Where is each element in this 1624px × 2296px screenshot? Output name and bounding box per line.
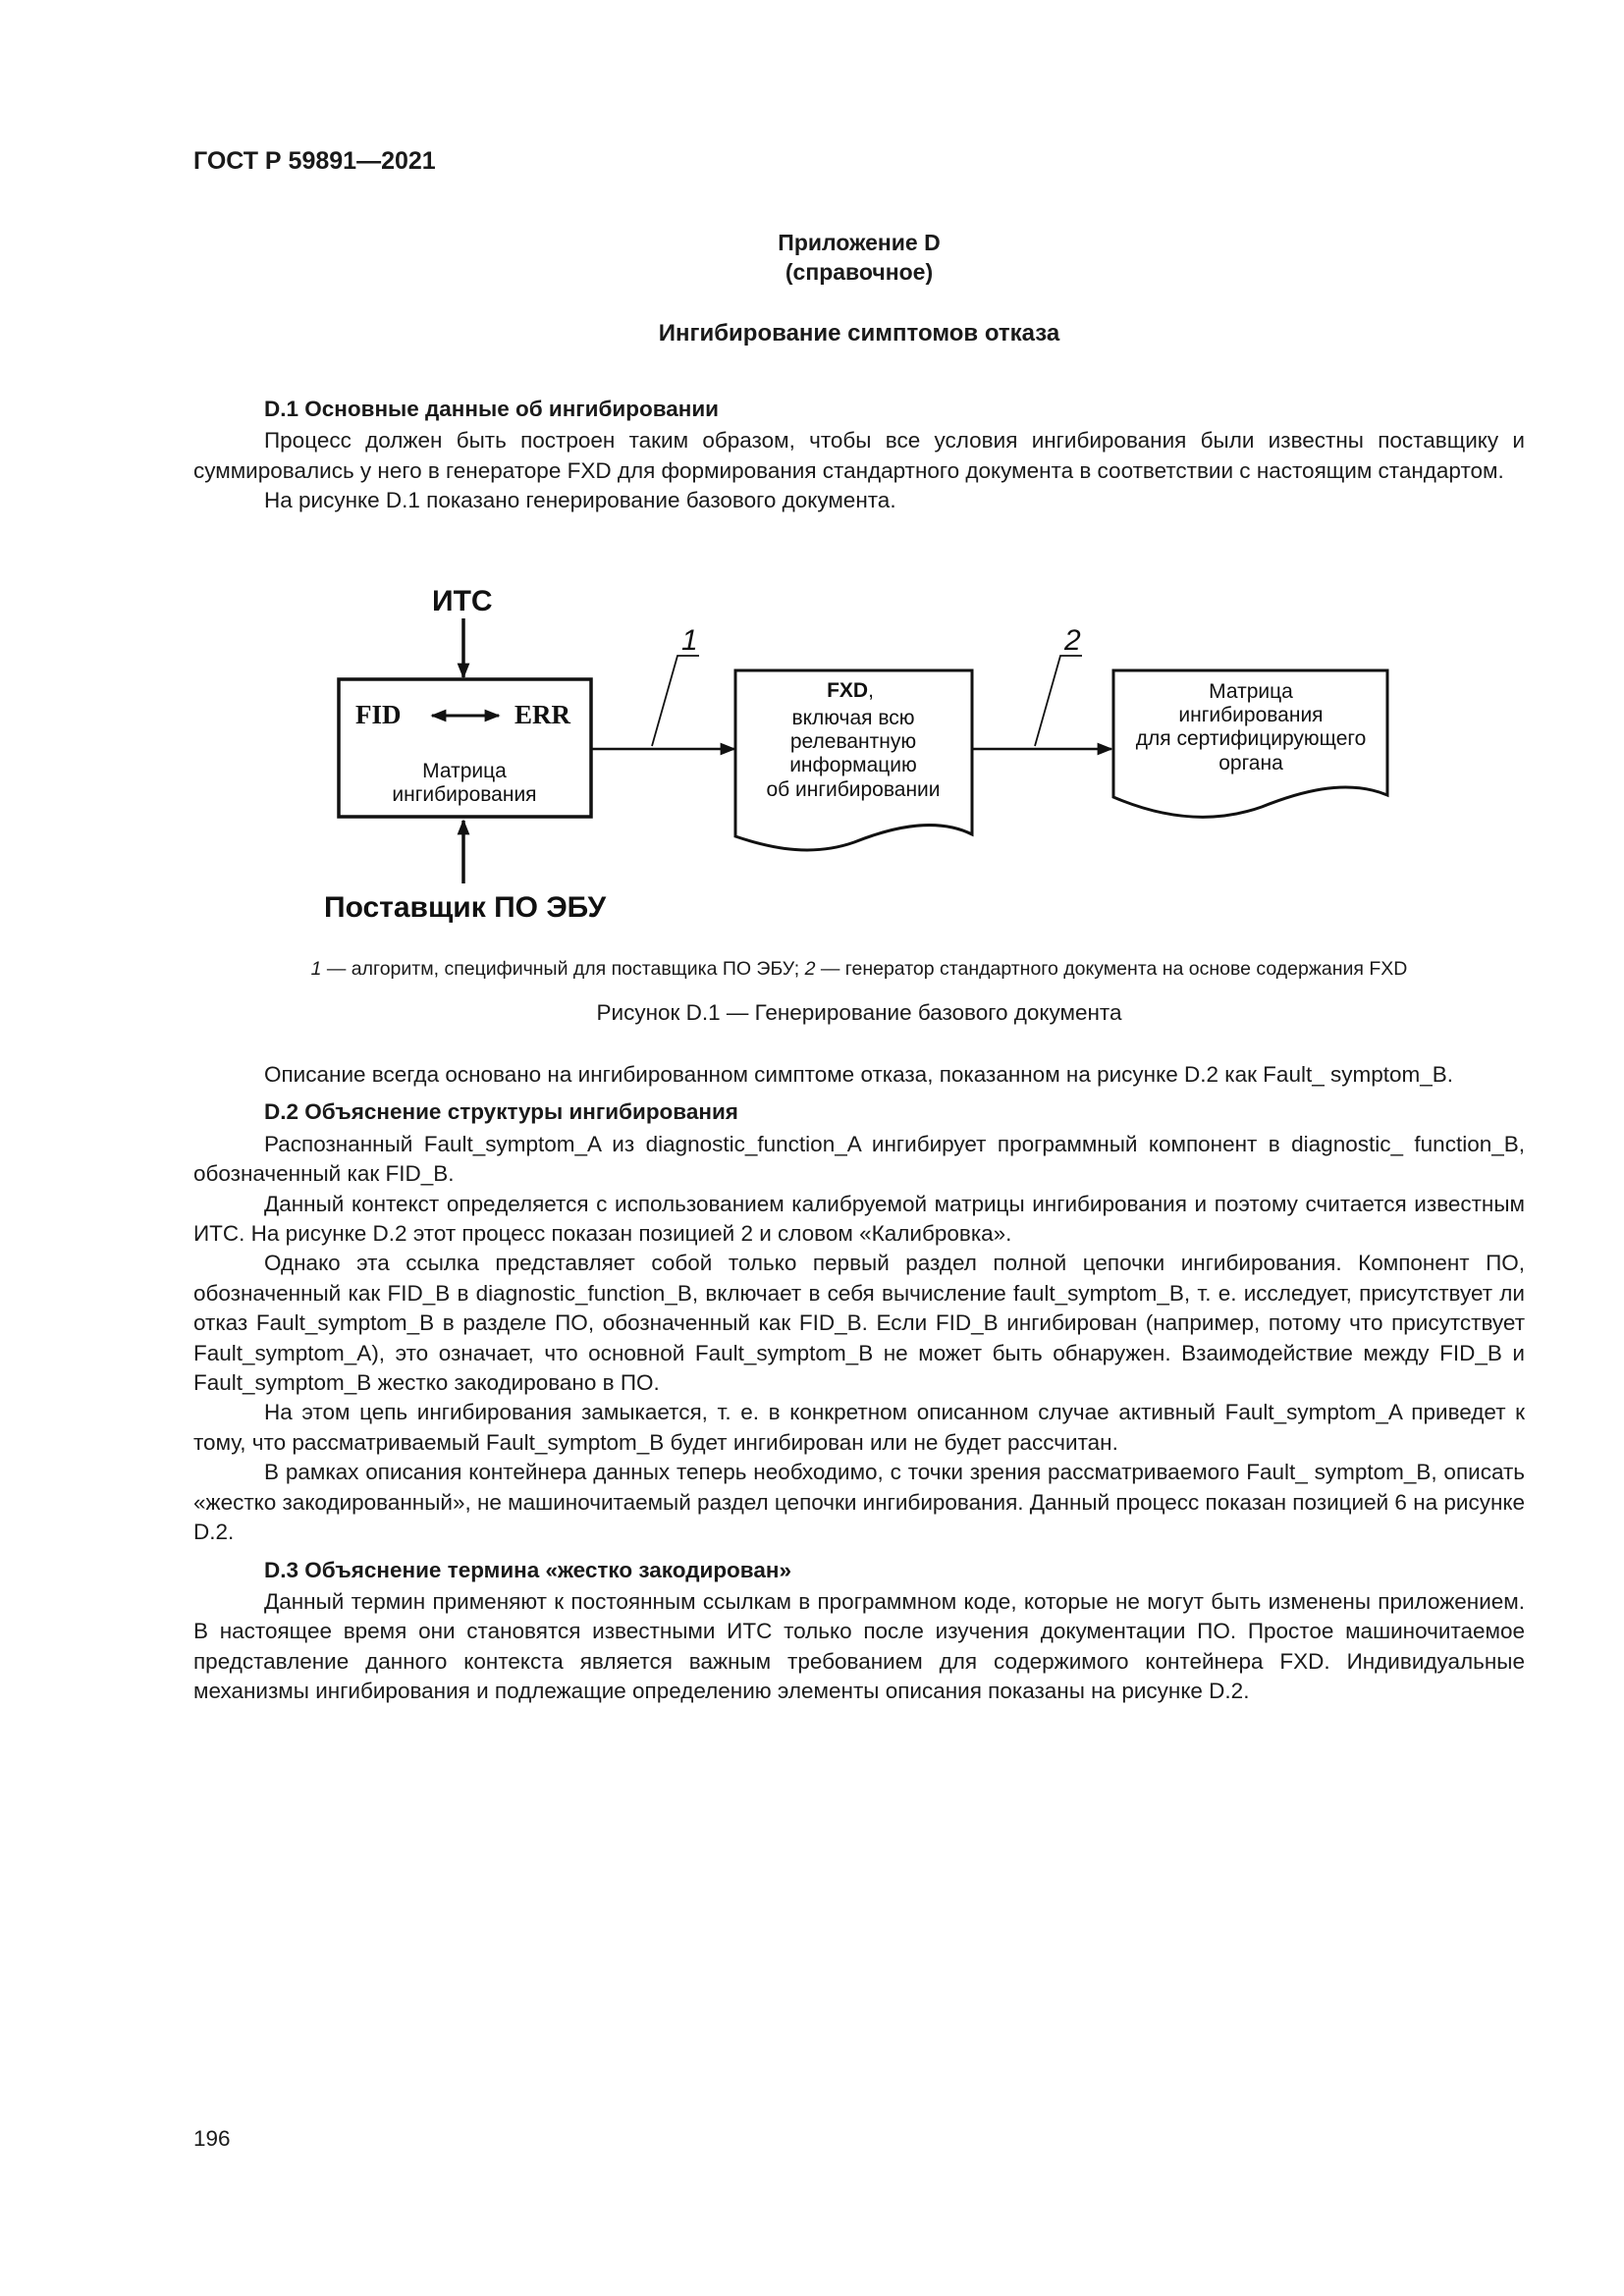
document-header: ГОСТ Р 59891—2021 bbox=[193, 147, 436, 175]
figure-caption: Рисунок D.1 — Генерирование базового документа bbox=[596, 1000, 1122, 1025]
paragraph: На этом цепь ингибирования замыкается, т. е. в конкретном описанном случае активный Fault_symptom_A приведет к тому, что рассматриваемый Fault_symptom_B будет ингибирован или не будет рассчитан. bbox=[193, 1400, 1525, 1455]
doc1-line5: об ингибировании bbox=[766, 778, 941, 801]
callout-2: 2 bbox=[1064, 624, 1081, 657]
main-text bbox=[193, 1060, 1525, 1707]
legend-num-2: 2 bbox=[804, 958, 816, 980]
legend-text-2: — генератор стандартного документа на основе содержания FXD bbox=[815, 958, 1408, 980]
doc2-line3: для сертифицирующего bbox=[1135, 727, 1367, 750]
callout-1: 1 bbox=[681, 624, 698, 657]
paragraph: Однако эта ссылка представляет собой только первый раздел полной цепочки ингибирования. Компонент ПО, обозначенный как FID_B в diagnostic_function_B, включает в себя вычисление fault_symptom_B, т. е. исследует, присутствует ли отказ Fault_symptom_B в разделе ПО, обозначенный как FID_B. Если FID_B ингибирован (например, потому что присутствует Fault_symptom_A), это означает, что основной Fault_symptom_B не может быть обнаружен. Взаимодействие между FID_B и Fault_symptom_B жестко закодировано в ПО. bbox=[193, 1251, 1525, 1396]
paragraph: Распознанный Fault_symptom_A из diagnostic_function_A ингибирует программный компонент в diagnostic_ function_B, обозначенный как FID_B. bbox=[193, 1131, 1525, 1187]
callout-1-leader bbox=[652, 656, 699, 746]
appendix-heading bbox=[193, 228, 1525, 287]
figure-d1 bbox=[0, 569, 1624, 942]
err-label: ERR bbox=[514, 700, 571, 729]
fid-label: FID bbox=[355, 700, 402, 729]
doc1-line1 bbox=[827, 679, 874, 702]
section-d3-heading: D.3 Объяснение термина «жестко закодирован» bbox=[264, 1557, 791, 1582]
doc1-line2: включая всю bbox=[791, 707, 915, 729]
appendix-type: (справочное) bbox=[785, 259, 934, 285]
paragraph: Данный контекст определяется с использованием калибруемой матрицы ингибирования и поэтому считается известным ИТС. На рисунке D.2 этот процесс показан позицией 2 и словом «Калибровка». bbox=[193, 1191, 1525, 1247]
page-number: 196 bbox=[193, 2126, 231, 2151]
fxd-comma: , bbox=[868, 679, 874, 702]
box1-line1: Матрица bbox=[422, 760, 507, 782]
doc1-line3: релевантную bbox=[789, 730, 917, 753]
legend-num-1: 1 bbox=[310, 958, 322, 980]
figure-legend bbox=[193, 958, 1525, 981]
paragraph: Данный термин применяют к постоянным ссылкам в программном коде, которые не могут быть изменены приложением. В настоящее время они становятся известными ИТС только после изучения документации ПО. Простое машиночитаемое представление данного контекста является важным требованием для содержимого контейнера FXD. Индивидуальные механизмы ингибирования и подлежащие определению элементы описания показаны на рисунке D.2. bbox=[193, 1588, 1525, 1704]
supplier-label: Поставщик ПО ЭБУ bbox=[324, 891, 607, 924]
legend-text-1: — алгоритм, специфичный для поставщика ПО ЭБУ; bbox=[321, 958, 805, 980]
doc2-line1: Матрица bbox=[1209, 680, 1293, 703]
doc2-line4: органа bbox=[1218, 752, 1283, 774]
appendix-title: Ингибирование симптомов отказа bbox=[658, 320, 1060, 347]
paragraph: Процесс должен быть построен таким образом, чтобы все условия ингибирования были известны поставщику и суммировались у него в генераторе FXD для формирования стандартного документа в соответствии с настоящим стандартом. bbox=[193, 428, 1525, 483]
callout-2-leader bbox=[1035, 656, 1082, 746]
appendix-label: Приложение D bbox=[778, 230, 941, 255]
section-d1 bbox=[193, 395, 1525, 516]
paragraph: В рамках описания контейнера данных теперь необходимо, с точки зрения рассматриваемого Fault_ symptom_B, описать «жестко закодированный», не машиночитаемый раздел цепочки ингибирования. Данный процесс показан позицией 6 на рисунке D.2. bbox=[193, 1460, 1525, 1545]
doc1-line4: информацию bbox=[789, 754, 917, 776]
fxd-bold: FXD bbox=[827, 679, 869, 702]
its-label: ИТС bbox=[432, 585, 493, 617]
doc2-line2: ингибирования bbox=[1178, 704, 1324, 726]
section-d2-heading: D.2 Объяснение структуры ингибирования bbox=[264, 1099, 738, 1125]
paragraph: Описание всегда основано на ингибированном симптоме отказа, показанном на рисунке D.2 как Fault_ symptom_B. bbox=[264, 1062, 1454, 1087]
box1-line2: ингибирования bbox=[392, 783, 537, 806]
section-d1-heading: D.1 Основные данные об ингибировании bbox=[264, 397, 720, 421]
paragraph: На рисунке D.1 показано генерирование базового документа. bbox=[264, 488, 896, 513]
